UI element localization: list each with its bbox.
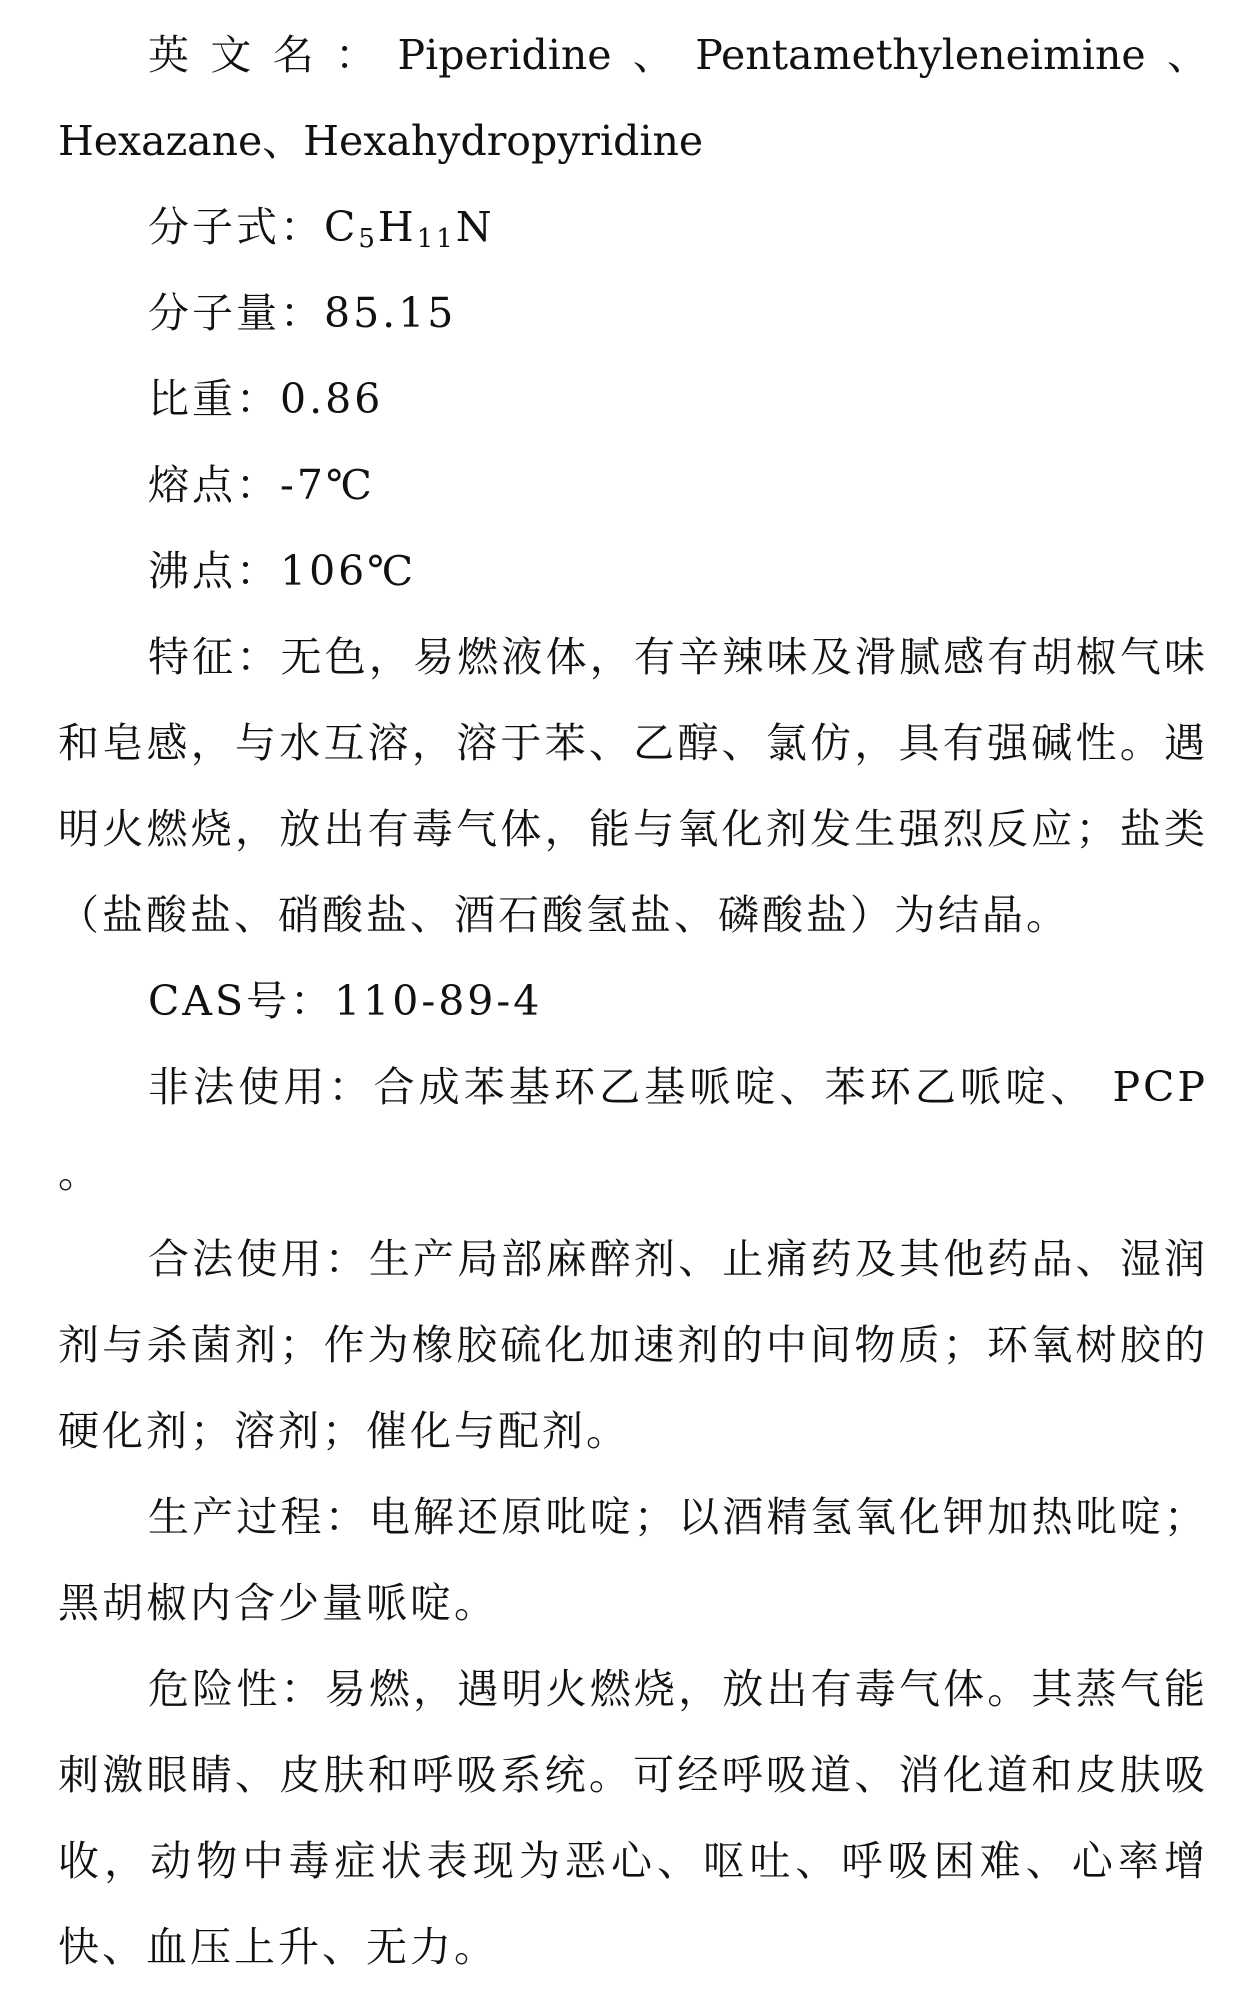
english-name-line <box>58 12 1208 184</box>
specific-gravity-value: 0.86 <box>280 375 384 423</box>
document-page <box>58 12 1208 1990</box>
cas-label: CAS号： <box>148 977 335 1025</box>
molecular-weight-value: 85.15 <box>324 289 457 337</box>
formula-nitrogen: N <box>455 203 495 251</box>
illegal-use-line <box>58 1044 1208 1216</box>
formula-value <box>324 203 495 254</box>
hazard-paragraph <box>58 1646 1208 1990</box>
illegal-use-label: 非法使用： <box>148 1063 374 1111</box>
melting-point-line <box>58 442 1208 528</box>
formula-label: 分子式： <box>148 203 324 251</box>
formula-line <box>58 184 1208 270</box>
legal-use-paragraph <box>58 1216 1208 1474</box>
legal-use-value: 生产局部麻醉剂、止痛药及其他药品、湿润剂与杀菌剂；作为橡胶硫化加速剂的中间物质；环氧树胶的硬化剂；溶剂；催化与配剂。 <box>58 1235 1209 1455</box>
english-name-value: Piperidine、Pentamethyleneimine、Hexazane、Hexahydropyridine <box>58 31 1208 165</box>
formula-carbon: C <box>324 203 359 251</box>
cas-line <box>58 958 1208 1044</box>
characteristics-paragraph <box>58 614 1208 958</box>
cas-value: 110-89-4 <box>334 977 543 1025</box>
characteristics-value: 无色，易燃液体，有辛辣味及滑腻感有胡椒气味和皂感，与水互溶，溶于苯、乙醇、氯仿，具有强碱性。遇明火燃烧，放出有毒气体，能与氧化剂发生强烈反应；盐类（盐酸盐、硝酸盐、酒石酸氢盐、磷酸盐）为结晶。 <box>58 633 1209 939</box>
boiling-point-line <box>58 528 1208 614</box>
specific-gravity-label: 比重： <box>148 375 280 423</box>
hazard-label: 危险性： <box>148 1665 325 1713</box>
molecular-weight-label: 分子量： <box>148 289 324 337</box>
english-name-label: 英文名： <box>148 31 398 79</box>
melting-point-label: 熔点： <box>148 461 280 509</box>
production-label: 生产过程： <box>148 1493 369 1541</box>
melting-point-value: -7℃ <box>280 461 375 509</box>
legal-use-label: 合法使用： <box>148 1235 369 1283</box>
formula-hydrogen-count: 11 <box>416 224 456 254</box>
formula-carbon-count: 5 <box>358 224 378 254</box>
production-paragraph <box>58 1474 1208 1646</box>
hazard-value: 易燃，遇明火燃烧，放出有毒气体。其蒸气能刺激眼睛、皮肤和呼吸系统。可经呼吸道、消化道和皮肤吸收，动物中毒症状表现为恶心、呕吐、呼吸困难、心率增快、血压上升、无力。 <box>58 1665 1209 1971</box>
specific-gravity-line <box>58 356 1208 442</box>
molecular-weight-line <box>58 270 1208 356</box>
illegal-use-value: 合成苯基环乙基哌啶、苯环乙哌啶、 PCP 。 <box>58 1063 1209 1197</box>
characteristics-label: 特征： <box>148 633 281 681</box>
formula-hydrogen: H <box>377 203 417 251</box>
boiling-point-label: 沸点： <box>148 547 280 595</box>
production-value: 电解还原吡啶；以酒精氢氧化钾加热吡啶；黑胡椒内含少量哌啶。 <box>58 1493 1209 1627</box>
boiling-point-value: 106℃ <box>280 547 417 595</box>
